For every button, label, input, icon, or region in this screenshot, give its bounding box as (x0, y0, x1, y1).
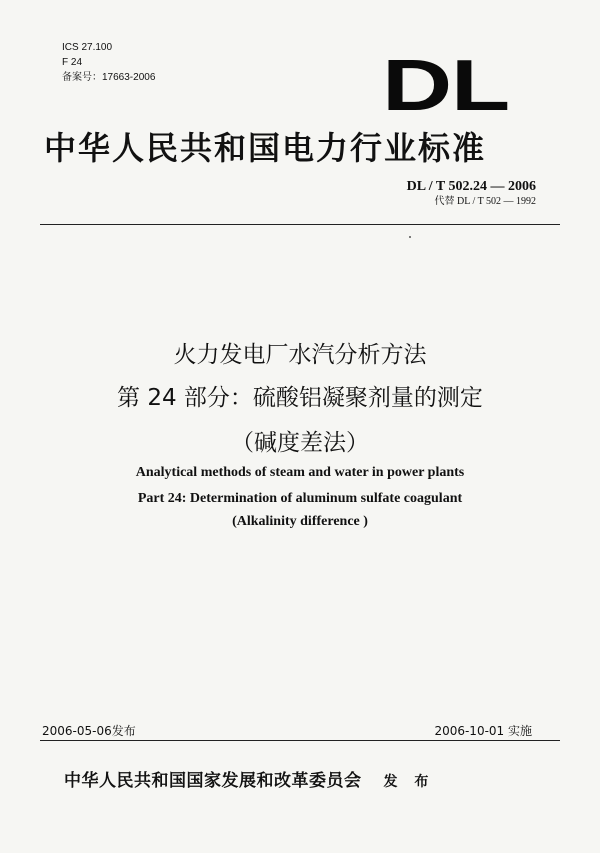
publisher-line (64, 770, 434, 793)
scan-speck (409, 236, 411, 238)
record-number: 备案号：17663-2006 (62, 72, 156, 83)
publish-verb: 发 布 (383, 774, 435, 790)
dl-logo: DL (382, 46, 509, 126)
replaces-standard: 代替 DL / T 502 — 1992 (434, 196, 536, 207)
title-en-line2: Part 24: Determination of aluminum sulfate coagulant (137, 491, 463, 506)
class-code: F 24 (62, 57, 83, 68)
implementation-date: 2006-10-01 实施 (434, 724, 532, 738)
header-divider (40, 224, 560, 225)
footer-divider (40, 740, 560, 741)
ics-code: ICS 27.100 (62, 42, 113, 53)
title-cn-line3: （碱度差法） (231, 430, 369, 456)
classification-info (62, 40, 155, 85)
title-cn-line2: 第 24 部分：硫酸铝凝聚剂量的测定 (117, 385, 483, 411)
title-en-line1: Analytical methods of steam and water in power plants (135, 465, 465, 480)
issue-date: 2006-05-06发布 (42, 724, 136, 738)
publisher-name: 中华人民共和国国家发展和改革委员会 (64, 771, 362, 791)
standard-number: DL / T 502.24 — 2006 (406, 179, 536, 194)
organization-title: 中华人民共和国电力行业标准 (44, 129, 487, 167)
standard-number-block (407, 178, 536, 208)
title-en-line3: (Alkalinity difference ) (232, 514, 368, 529)
title-cn-line1: 火力发电厂水汽分析方法 (173, 342, 427, 368)
